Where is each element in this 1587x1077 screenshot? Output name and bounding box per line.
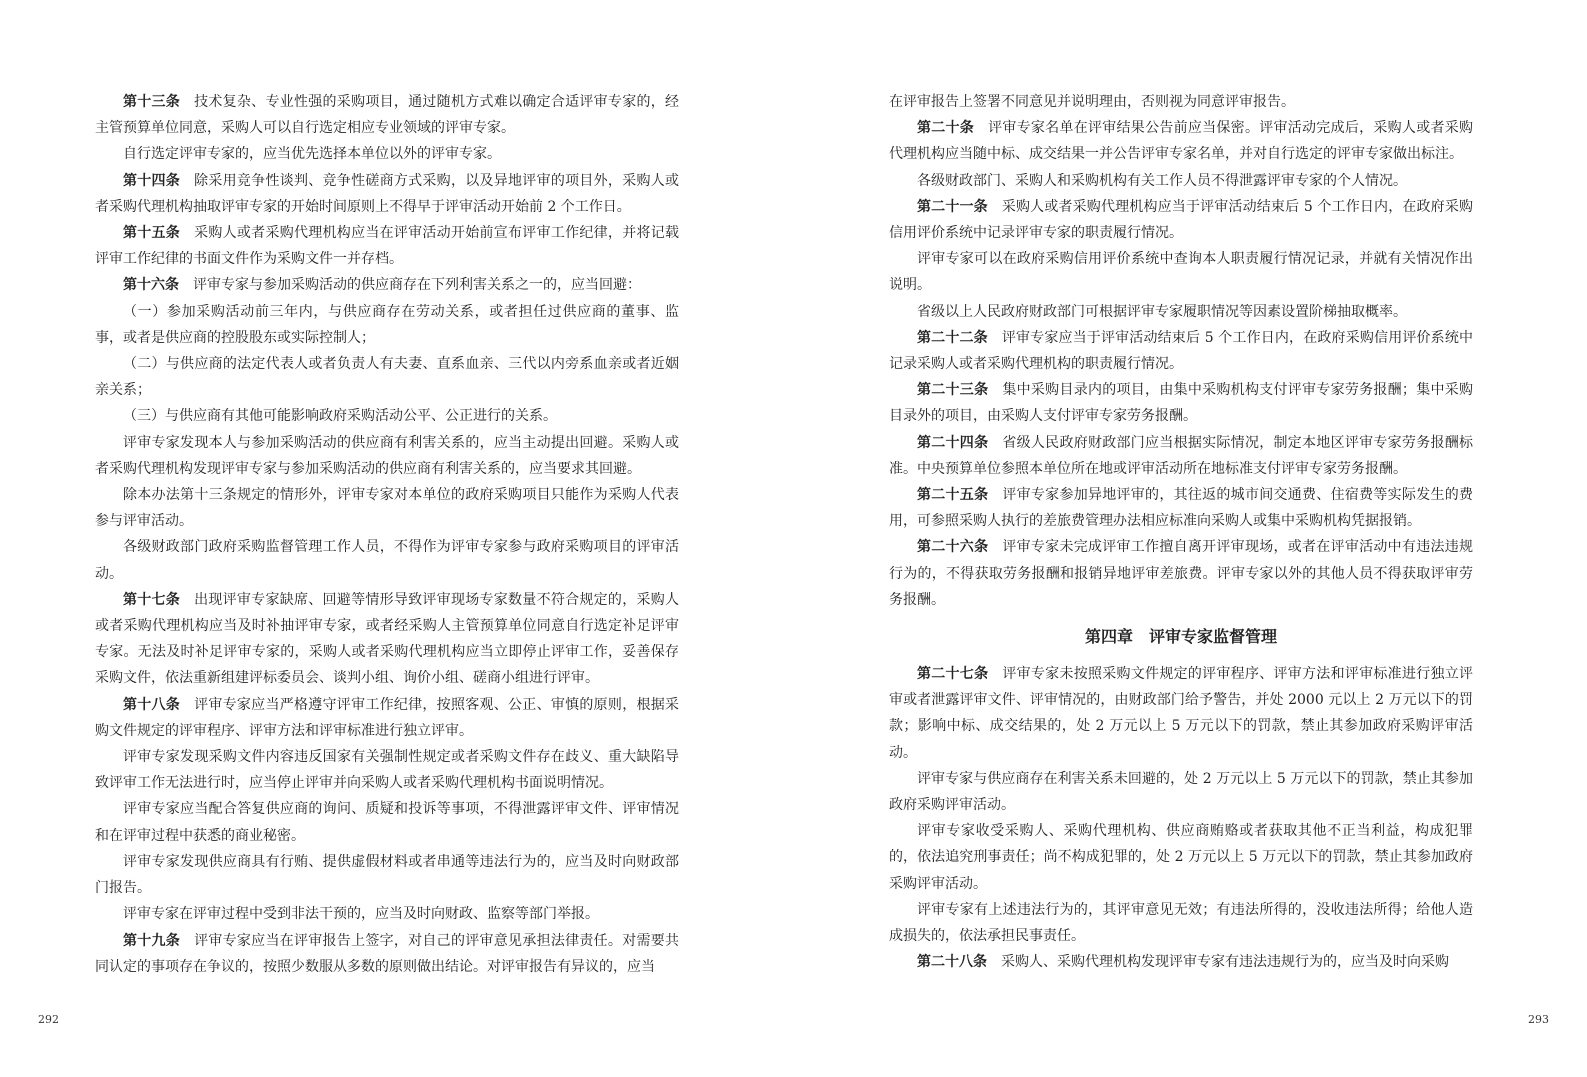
continued-paragraph: 在评审报告上签署不同意见并说明理由，否则视为同意评审报告。 xyxy=(889,94,1295,110)
body-paragraph xyxy=(95,744,679,796)
paragraph-text: 评审专家名单在评审结果公告前应当保密。评审活动完成后，采购人或者采购代理机构应当随中标、成交结果一并公告评审专家名单，并对自行选定的评审专家做出标注。 xyxy=(889,120,1474,163)
article-number: 第十五条 xyxy=(123,225,181,242)
article-paragraph xyxy=(95,89,679,141)
paragraph-text: （一）参加采购活动前三年内，与供应商存在劳动关系，或者担任过供应商的董事、监事，或者是供应商的控股股东或实际控制人； xyxy=(95,303,679,346)
right-page xyxy=(794,0,1587,1077)
paragraph-text: 评审专家收受采购人、采购代理机构、供应商贿赂或者获取其他不正当利益，构成犯罪的，依法追究刑事责任；尚不构成犯罪的，处 2 万元以上 5 万元以下的罚款，禁止其参加政府采购评审活动。 xyxy=(889,823,1473,892)
paragraph-text: 采购人、采购代理机构发现评审专家有违法违规行为的，应当及时向采购 xyxy=(1001,954,1449,971)
paragraph-text: 评审专家应当在评审报告上签字，对自己的评审意见承担法律责任。对需要共同认定的事项存在争议的，按照少数服从多数的原则做出结论。对评审报告有异议的，应当 xyxy=(95,932,680,975)
paragraph-text: （二）与供应商的法定代表人或者负责人有夫妻、直系血亲、三代以内旁系血亲或者近姻亲关系； xyxy=(95,356,679,399)
article-paragraph xyxy=(95,220,679,272)
paragraph-text: 评审专家应当于评审活动结束后 5 个工作日内，在政府采购信用评价系统中记录采购人或者采购代理机构的职责履行情况。 xyxy=(889,329,1474,373)
paragraph-text: 各级财政部门、采购人和采购机构有关工作人员不得泄露评审专家的个人情况。 xyxy=(917,172,1407,189)
article-paragraph xyxy=(889,949,1473,975)
paragraph-text: 自行选定评审专家的，应当优先选择本单位以外的评审专家。 xyxy=(123,146,501,163)
paragraph-text: 评审专家参加异地评审的，其往返的城市间交通费、住宿费等实际发生的费用，可参照采购人执行的差旅费管理办法相应标准向采购人或集中采购机构凭据报销。 xyxy=(889,487,1474,530)
body-paragraph xyxy=(95,901,679,927)
paragraph-text: 省级以上人民政府财政部门可根据评审专家履职情况等因素设置阶梯抽取概率。 xyxy=(917,303,1407,320)
body-paragraph xyxy=(95,299,679,351)
paragraph-text: 评审专家与供应商存在利害关系未回避的，处 2 万元以上 5 万元以下的罚款，禁止其参加政府采购评审活动。 xyxy=(889,770,1473,814)
left-text-column xyxy=(95,89,679,980)
body-paragraph xyxy=(95,430,679,482)
body-paragraph xyxy=(95,141,679,167)
article-number: 第二十八条 xyxy=(917,954,987,971)
body-paragraph xyxy=(95,482,679,534)
paragraph-text: 省级人民政府财政部门应当根据实际情况，制定本地区评审专家劳务报酬标准。中央预算单位参照本单位所在地或评审活动所在地标准支付评审专家劳务报酬。 xyxy=(889,434,1474,477)
paragraph-text: （三）与供应商有其他可能影响政府采购活动公平、公正进行的关系。 xyxy=(123,408,557,425)
body-paragraph xyxy=(889,818,1473,897)
article-paragraph xyxy=(889,661,1473,766)
article-paragraph xyxy=(889,194,1473,246)
article-paragraph xyxy=(889,115,1473,167)
paragraph-text: 各级财政部门政府采购监督管理工作人员，不得作为评审专家参与政府采购项目的评审活动。 xyxy=(95,539,679,582)
article-number: 第十七条 xyxy=(123,591,181,608)
article-paragraph xyxy=(889,325,1473,377)
body-paragraph xyxy=(95,849,679,901)
page-number: 293 xyxy=(1528,1013,1549,1026)
paragraph-text: 评审专家未完成评审工作擅自离开评审现场，或者在评审活动中有违法违规行为的，不得获取劳务报酬和报销异地评审差旅费。评审专家以外的其他人员不得获取评审劳务报酬。 xyxy=(889,539,1474,608)
paragraph-text: 评审专家发现本人与参加采购活动的供应商有利害关系的，应当主动提出回避。采购人或者采购代理机构发现评审专家与参加采购活动的供应商有利害关系的，应当要求其回避。 xyxy=(95,434,679,477)
article-number: 第二十七条 xyxy=(917,666,989,683)
left-page xyxy=(0,0,793,1077)
article-number: 第十九条 xyxy=(123,932,181,949)
paragraph-text: 除本办法第十三条规定的情形外，评审专家对本单位的政府采购项目只能作为采购人代表参与评审活动。 xyxy=(95,487,679,530)
article-number: 第十四条 xyxy=(123,172,181,189)
article-number: 第二十二条 xyxy=(917,329,988,346)
article-paragraph xyxy=(95,272,679,298)
body-paragraph xyxy=(95,534,679,586)
paragraph-text: 采购人或者采购代理机构应当于评审活动结束后 5 个工作日内，在政府采购信用评价系统中记录评审专家的职责履行情况。 xyxy=(889,198,1474,242)
article-paragraph xyxy=(889,482,1473,534)
paragraph-text: 评审专家有上述违法行为的，其评审意见无效；有违法所得的，没收违法所得；给他人造成损失的，依法承担民事责任。 xyxy=(889,901,1473,945)
paragraph-text: 评审专家在评审过程中受到非法干预的，应当及时向财政、监察等部门举报。 xyxy=(123,906,599,923)
paragraph-text: 除采用竞争性谈判、竞争性磋商方式采购，以及异地评审的项目外，采购人或者采购代理机构抽取评审专家的开始时间原则上不得早于评审活动开始前 2 个工作日。 xyxy=(95,172,680,215)
body-paragraph xyxy=(889,766,1473,818)
paragraph-text: 评审专家发现采购文件内容违反国家有关强制性规定或者采购文件存在歧义、重大缺陷导致评审工作无法进行时，应当停止评审并向采购人或者采购代理机构书面说明情况。 xyxy=(95,749,679,792)
page-number: 292 xyxy=(38,1013,59,1026)
body-paragraph xyxy=(889,246,1473,298)
chapter-heading: 第四章 评审专家监督管理 xyxy=(1084,627,1277,647)
article-number: 第二十六条 xyxy=(917,539,989,556)
paragraph-text: 集中采购目录内的项目，由集中采购机构支付评审专家劳务报酬；集中采购目录外的项目，由采购人支付评审专家劳务报酬。 xyxy=(889,382,1474,425)
paragraph-text: 出现评审专家缺席、回避等情形导致评审现场专家数量不符合规定的，采购人或者采购代理机构应当及时补抽评审专家，或者经采购人主管预算单位同意自行选定补足评审专家。无法及时补足评审专家的，采购人或者采购代理机构应当立即停止评审工作，妥善保存采购文件，依法重新组建评标委员会、谈判小组、询价小组、磋商小组进行评审。 xyxy=(95,591,680,687)
paragraph-text: 评审专家可以在政府采购信用评价系统中查询本人职责履行情况记录，并就有关情况作出说明。 xyxy=(889,251,1473,294)
article-paragraph xyxy=(95,587,679,692)
article-number: 第二十一条 xyxy=(917,198,988,215)
body-paragraph xyxy=(889,168,1473,194)
article-number: 第二十条 xyxy=(917,120,975,137)
article-number: 第十六条 xyxy=(123,277,179,294)
article-paragraph xyxy=(95,692,679,744)
article-number: 第二十五条 xyxy=(917,487,989,504)
paragraph-text: 评审专家应当严格遵守评审工作纪律，按照客观、公正、审慎的原则，根据采购文件规定的评审程序、评审方法和评审标准进行独立评审。 xyxy=(95,696,680,739)
article-paragraph xyxy=(889,377,1473,429)
body-paragraph xyxy=(95,351,679,403)
body-paragraph xyxy=(95,403,679,429)
article-paragraph xyxy=(95,928,679,980)
article-paragraph xyxy=(95,168,679,220)
paragraph-text: 采购人或者采购代理机构应当在评审活动开始前宣布评审工作纪律，并将记载评审工作纪律的书面文件作为采购文件一并存档。 xyxy=(95,225,680,268)
article-number: 第二十四条 xyxy=(917,434,989,451)
paragraph-text: 评审专家未按照采购文件规定的评审程序、评审方法和评审标准进行独立评审或者泄露评审文件、评审情况的，由财政部门给予警告，并处 2000 元以上 2 万元以下的罚款；影响中标、成交结果的，处 2 万元以上 5 万元以下的罚款，禁止其参加政府采购评审活动。 xyxy=(889,666,1474,761)
paragraph-text: 技术复杂、专业性强的采购项目，通过随机方式难以确定合适评审专家的，经主管预算单位同意，采购人可以自行选定相应专业领域的评审专家。 xyxy=(95,94,680,137)
paragraph-text: 评审专家与参加采购活动的供应商存在下列利害关系之一的，应当回避： xyxy=(193,277,641,294)
body-paragraph xyxy=(889,299,1473,325)
article-number: 第二十三条 xyxy=(917,382,989,399)
body-paragraph xyxy=(95,796,679,848)
body-paragraph xyxy=(889,897,1473,949)
article-number: 第十八条 xyxy=(123,696,181,713)
paragraph-text: 评审专家发现供应商具有行贿、提供虚假材料或者串通等违法行为的，应当及时向财政部门报告。 xyxy=(95,853,679,897)
paragraph-text: 评审专家应当配合答复供应商的询问、质疑和投诉等事项，不得泄露评审文件、评审情况和在评审过程中获悉的商业秘密。 xyxy=(95,801,679,844)
article-paragraph xyxy=(889,430,1473,482)
article-number: 第十三条 xyxy=(123,94,181,110)
right-text-column xyxy=(889,89,1473,976)
article-paragraph xyxy=(889,534,1473,613)
